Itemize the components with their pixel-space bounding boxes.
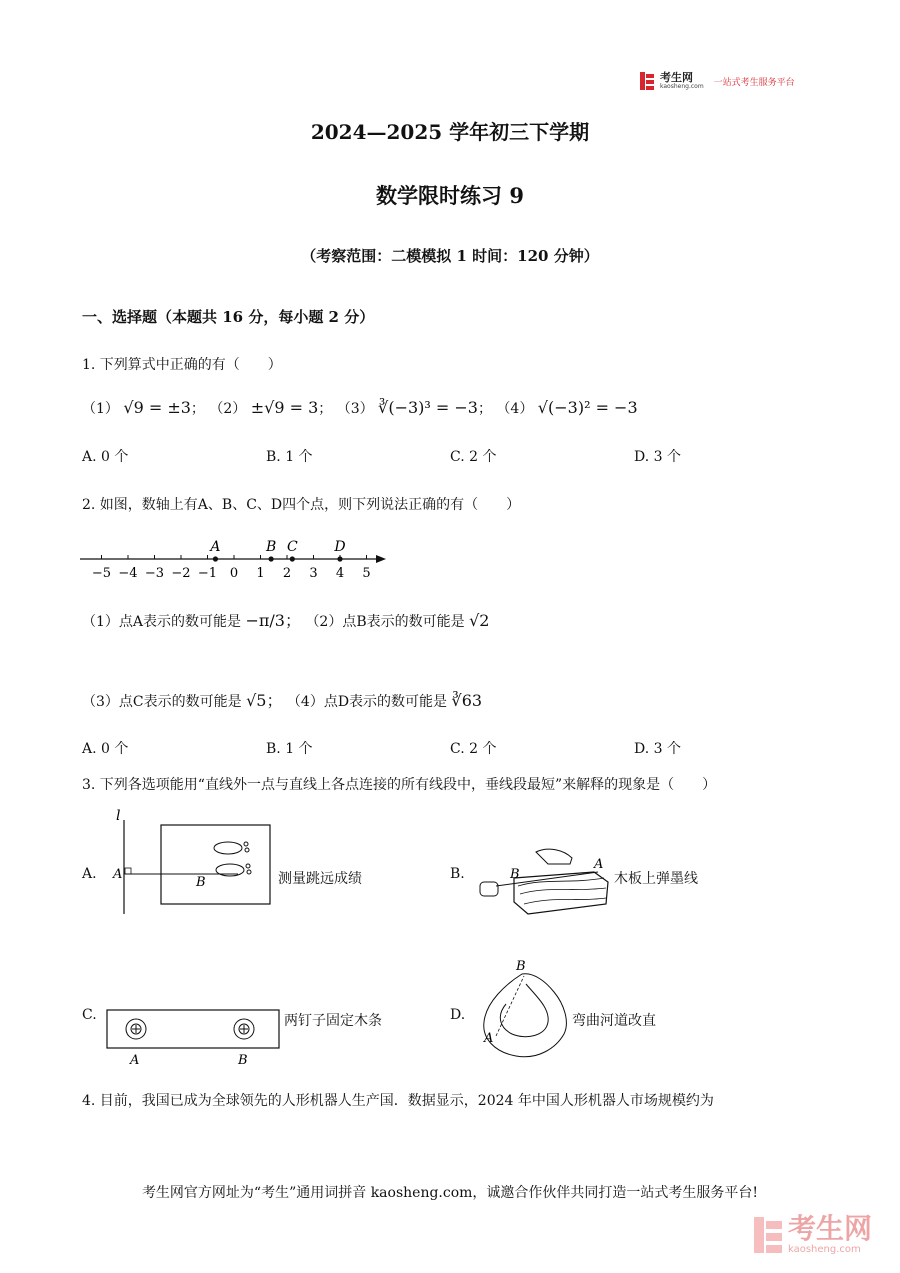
page-subtitle: 数学限时练习 9 <box>376 183 524 208</box>
fig-b-label-b: B <box>510 867 520 882</box>
number-line-point-b <box>269 556 274 561</box>
q2-stmt3-math: √5； <box>246 691 283 710</box>
number-line-tick-label: −4 <box>118 566 138 581</box>
number-line-tick-label: 2 <box>282 566 292 581</box>
watermark-name: 考生网 <box>787 1212 872 1245</box>
q3-option-d-caption[interactable]: 弯曲河道改直 <box>572 1013 656 1029</box>
fig-a-sandpit <box>161 825 270 904</box>
q2-stmt2-text: （2）点B表示的数可能是 <box>305 614 465 630</box>
number-line-point-c <box>290 556 295 561</box>
q2-stmt1-text: （1）点A表示的数可能是 <box>82 614 242 630</box>
q2-option-c[interactable]: C. 2 个 <box>450 741 497 757</box>
nail-icon <box>234 1019 254 1039</box>
q1-item-1: （1） <box>82 401 119 417</box>
watermark-domain: kaosheng.com <box>787 1244 861 1255</box>
q3-stem: 3. 下列各选项能用“直线外一点与直线上各点连接的所有线段中，垂线段最短”来解释的现象是（ ） <box>82 777 717 793</box>
number-line-tick-label: 1 <box>256 566 265 581</box>
kaosheng-watermark-icon <box>754 1217 782 1253</box>
logo-name: 考生网 <box>660 71 693 84</box>
q1-option-c[interactable]: C. 2 个 <box>450 449 497 465</box>
number-line-tick-label: −3 <box>144 566 165 581</box>
q3-figure-c <box>104 1008 284 1068</box>
logo-slogan: 一站式考生服务平台 <box>713 77 795 88</box>
fig-a-label-b: B <box>196 875 206 890</box>
number-line-arrow <box>376 555 386 563</box>
page-title: 2024—2025 学年初三下学期 <box>310 120 590 144</box>
q3-option-d-letter[interactable]: D. <box>450 1007 466 1023</box>
q3-option-c-letter[interactable]: C. <box>82 1007 97 1023</box>
q1-math-2: ±√9 = 3 <box>250 398 319 417</box>
q1-math-4: √(−3)² = −3 <box>537 398 638 417</box>
q2-stmt3-text: （3）点C表示的数可能是 <box>82 694 242 710</box>
fig-d-label-b: B <box>516 959 526 974</box>
number-line-tick-label: 0 <box>229 566 239 581</box>
q2-option-a[interactable]: A. 0 个 <box>82 741 129 757</box>
fig-d-straight-course <box>496 976 524 1036</box>
number-line-tick-label: 3 <box>309 566 318 581</box>
q1-item-2: （2） <box>209 401 247 417</box>
ink-box-icon <box>480 882 498 896</box>
q3-figure-b <box>474 842 614 918</box>
q1-item-3: （3） <box>336 401 374 417</box>
footer-text: 考生网官方网址为“考生”通用词拼音 kaosheng.com，诚邀合作伙伴共同打造一站式考生服务平台! <box>141 1185 759 1201</box>
number-line-point-label-a: A <box>210 539 221 555</box>
fig-c-label-a: A <box>130 1053 140 1068</box>
fig-b-board <box>514 872 608 914</box>
q2-statements-row1 <box>82 608 489 631</box>
q3-option-b-letter[interactable]: B. <box>450 866 465 882</box>
number-line-point-label-b: B <box>265 539 277 555</box>
q1-item-4: （4） <box>496 401 534 417</box>
number-line-tick-label: 5 <box>362 566 371 581</box>
exam-info: （考察范围：二模模拟 1 时间：120 分钟） <box>301 247 599 265</box>
q3-option-a-letter[interactable]: A. <box>82 866 97 882</box>
number-line-tick-label: −1 <box>197 566 218 581</box>
q3-option-c-caption[interactable]: 两钉子固定木条 <box>284 1013 382 1029</box>
number-line-tick-label: 4 <box>335 566 345 581</box>
q2-option-b[interactable]: B. 1 个 <box>266 741 313 757</box>
q2-stmt2-math: √2 <box>469 611 490 630</box>
fig-d-river-bend <box>500 984 548 1037</box>
fig-c-label-b: B <box>238 1053 248 1068</box>
section-heading: 一、选择题（本题共 16 分，每小题 2 分） <box>82 308 375 326</box>
fig-b-woodgrain <box>518 878 606 904</box>
q2-statements-row2 <box>82 688 482 711</box>
logo-domain: kaosheng.com <box>660 83 704 90</box>
fig-a-right-angle <box>125 868 131 874</box>
q2-stem: 2. 如图，数轴上有A、B、C、D四个点，则下列说法正确的有（ ） <box>82 497 521 513</box>
q1-math-3: ∛(−3)³ = −3 <box>378 398 478 417</box>
q1-option-b[interactable]: B. 1 个 <box>266 449 313 465</box>
number-line-tick-label: −2 <box>171 566 191 581</box>
hand-icon <box>536 849 572 864</box>
number-line-point-label-d: D <box>334 539 346 555</box>
nail-icon <box>126 1019 146 1039</box>
number-line-point-label-c: C <box>286 539 298 555</box>
header-logo <box>640 72 795 90</box>
q2-option-d[interactable]: D. 3 个 <box>634 741 681 757</box>
q1-items: （1） √9 = ±3； （2） ±√9 = 3； （3） ∛(−3)³ = −3； （4） √(−3)² = −3 <box>82 398 638 417</box>
watermark <box>754 1214 872 1255</box>
fig-d-river-outer <box>484 974 567 1057</box>
fig-a-label-l: l <box>116 808 121 824</box>
q2-stmt1-math: −π/3； <box>245 611 301 630</box>
fig-b-label-a: A <box>594 857 604 872</box>
q4-stem: 4. 目前，我国已成为全球领先的人形机器人生产国．数据显示，2024 年中国人形机器人市场规模约为 <box>82 1093 714 1109</box>
number-line-tick-label: −5 <box>91 566 112 581</box>
q2-stmt4-text: （4）点D表示的数可能是 <box>286 694 448 710</box>
q1-option-a[interactable]: A. 0 个 <box>82 449 129 465</box>
q3-figure-a <box>108 806 278 916</box>
number-line-point-a <box>213 556 218 561</box>
number-line-point-d <box>337 556 342 561</box>
q2-stmt4-math: ∛63 <box>451 691 483 710</box>
fig-d-label-a: A <box>484 1031 494 1046</box>
q1-math-1: √9 = ±3 <box>123 398 191 417</box>
q3-option-a-caption[interactable]: 测量跳远成绩 <box>278 871 362 887</box>
fig-a-label-a: A <box>113 867 123 882</box>
q1-stem: 1. 下列算式中正确的有（ ） <box>82 357 282 373</box>
q1-option-d[interactable]: D. 3 个 <box>634 449 681 465</box>
number-line-figure <box>78 532 398 582</box>
footprint-icon <box>214 842 251 876</box>
q3-figure-d <box>476 956 572 1066</box>
kaosheng-logo-icon <box>640 72 654 90</box>
q3-option-b-caption[interactable]: 木板上弹墨线 <box>614 871 698 887</box>
